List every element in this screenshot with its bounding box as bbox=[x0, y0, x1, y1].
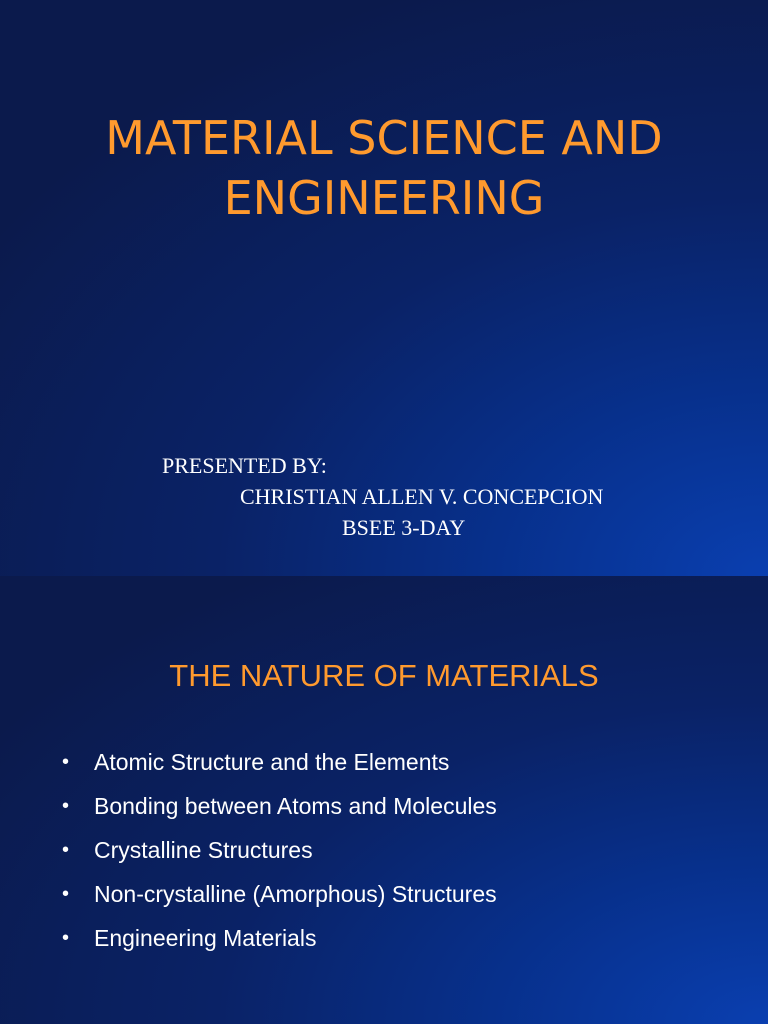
bullet-icon: • bbox=[62, 927, 70, 949]
slide-title-line-1: MATERIAL SCIENCE AND bbox=[105, 111, 663, 165]
section-title: THE NATURE OF MATERIALS bbox=[169, 658, 599, 693]
list-item bbox=[62, 876, 497, 920]
presented-by-label: PRESENTED BY: bbox=[162, 453, 327, 478]
list-item-text: Engineering Materials bbox=[94, 925, 317, 951]
bullet-icon: • bbox=[62, 751, 70, 773]
presenter-course: BSEE 3-DAY bbox=[342, 515, 466, 540]
list-item bbox=[62, 832, 497, 876]
bullet-icon: • bbox=[62, 839, 70, 861]
slide-title-line-2: ENGINEERING bbox=[223, 171, 545, 225]
list-item bbox=[62, 744, 497, 788]
list-item-text: Non-crystalline (Amorphous) Structures bbox=[94, 881, 497, 907]
bullet-icon: • bbox=[62, 795, 70, 817]
list-item-text: Bonding between Atoms and Molecules bbox=[94, 793, 497, 819]
bullet-icon: • bbox=[62, 883, 70, 905]
presenter-name: CHRISTIAN ALLEN V. CONCEPCION bbox=[240, 484, 604, 509]
list-item bbox=[62, 788, 497, 832]
content-slide bbox=[0, 576, 768, 1024]
list-item-text: Crystalline Structures bbox=[94, 837, 313, 863]
list-item bbox=[62, 920, 497, 964]
slide-title bbox=[0, 108, 768, 228]
bullet-list bbox=[62, 744, 497, 964]
list-item-text: Atomic Structure and the Elements bbox=[94, 749, 450, 775]
